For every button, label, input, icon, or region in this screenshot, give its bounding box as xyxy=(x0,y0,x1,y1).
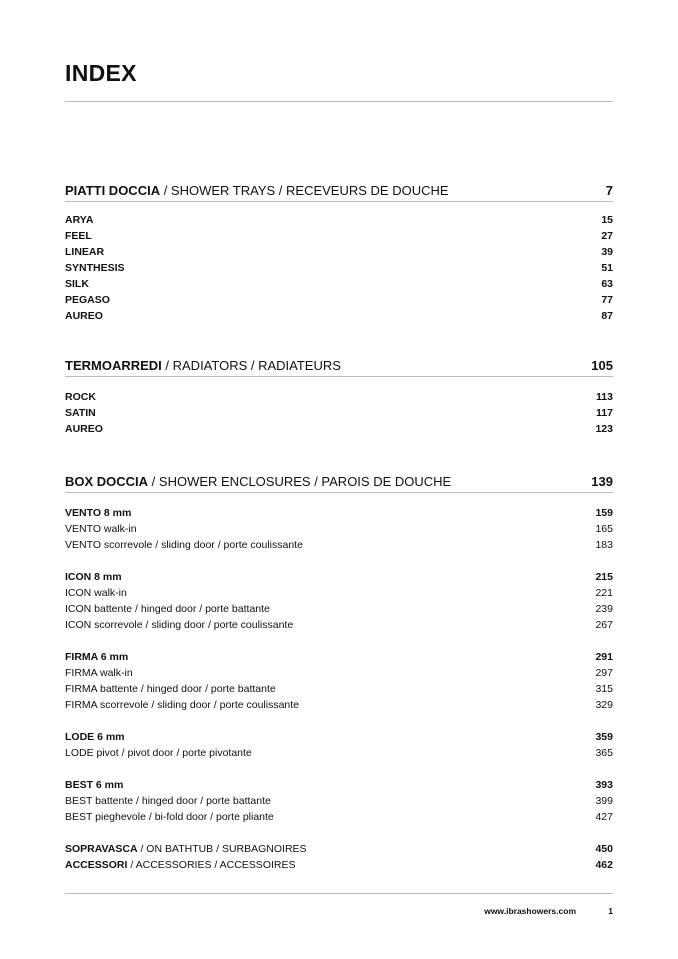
section-shower-trays[interactable] xyxy=(65,181,613,202)
section-accessories[interactable]: ACCESSORI / ACCESSORIES / ACCESSOIRES 462 xyxy=(65,859,613,871)
shower-enclosures-list xyxy=(65,505,613,873)
list-item[interactable]: LINEAR 39 xyxy=(65,246,613,258)
section-on-bathtub[interactable]: SOPRAVASCA / ON BATHTUB / SURBAGNOIRES 450 xyxy=(65,843,613,855)
list-item[interactable]: SILK 63 xyxy=(65,278,613,290)
list-item[interactable]: ROCK 113 xyxy=(65,391,613,403)
list-item[interactable]: AUREO 123 xyxy=(65,423,613,435)
section-radiators[interactable] xyxy=(65,356,613,377)
footer-page-number: 1 xyxy=(608,906,613,916)
section-page-number: 139 xyxy=(591,474,613,489)
list-item[interactable]: PEGASO 77 xyxy=(65,294,613,306)
radiators-list xyxy=(65,389,613,437)
list-item[interactable]: ARYA 15 xyxy=(65,214,613,226)
list-item[interactable]: SATIN 117 xyxy=(65,407,613,419)
section-page-number: 7 xyxy=(605,183,613,198)
list-item[interactable]: ICON battente / hinged door / porte battante 239 xyxy=(65,603,613,615)
list-item[interactable]: FIRMA scorrevole / sliding door / porte coulissante 329 xyxy=(65,699,613,711)
section-title: PIATTI DOCCIA / SHOWER TRAYS / RECEVEURS DE DOUCHE xyxy=(65,183,449,198)
list-item[interactable]: BEST pieghevole / bi-fold door / porte pliante 427 xyxy=(65,811,613,823)
list-item[interactable]: FEEL 27 xyxy=(65,230,613,242)
footer-website-link[interactable]: www.ibrashowers.com xyxy=(484,906,576,916)
bottom-divider xyxy=(65,893,613,894)
list-item[interactable]: VENTO walk-in 165 xyxy=(65,523,613,535)
section-shower-enclosures[interactable] xyxy=(65,472,613,493)
list-item[interactable]: ICON walk-in 221 xyxy=(65,587,613,599)
top-divider xyxy=(65,101,613,102)
section-page-number: 105 xyxy=(591,358,613,373)
list-item[interactable]: AUREO 87 xyxy=(65,310,613,322)
list-item[interactable]: SYNTHESIS 51 xyxy=(65,262,613,274)
group-title-icon[interactable]: ICON 8 mm 215 xyxy=(65,571,613,583)
list-item[interactable]: FIRMA battente / hinged door / porte battante 315 xyxy=(65,683,613,695)
section-title: BOX DOCCIA / SHOWER ENCLOSURES / PAROIS DE DOUCHE xyxy=(65,474,452,489)
list-item[interactable]: ICON scorrevole / sliding door / porte coulissante 267 xyxy=(65,619,613,631)
group-title-firma[interactable]: FIRMA 6 mm 291 xyxy=(65,651,613,663)
group-title-vento[interactable]: VENTO 8 mm 159 xyxy=(65,507,613,519)
page-title: INDEX xyxy=(65,60,137,86)
list-item[interactable]: VENTO scorrevole / sliding door / porte coulissante 183 xyxy=(65,539,613,551)
shower-trays-list xyxy=(65,212,613,324)
list-item[interactable]: BEST battente / hinged door / porte battante 399 xyxy=(65,795,613,807)
group-title-best[interactable]: BEST 6 mm 393 xyxy=(65,779,613,791)
group-title-lode[interactable]: LODE 6 mm 359 xyxy=(65,731,613,743)
list-item[interactable]: LODE pivot / pivot door / porte pivotante 365 xyxy=(65,747,613,759)
section-title: TERMOARREDI / RADIATORS / RADIATEURS xyxy=(65,358,341,373)
list-item[interactable]: FIRMA walk-in 297 xyxy=(65,667,613,679)
